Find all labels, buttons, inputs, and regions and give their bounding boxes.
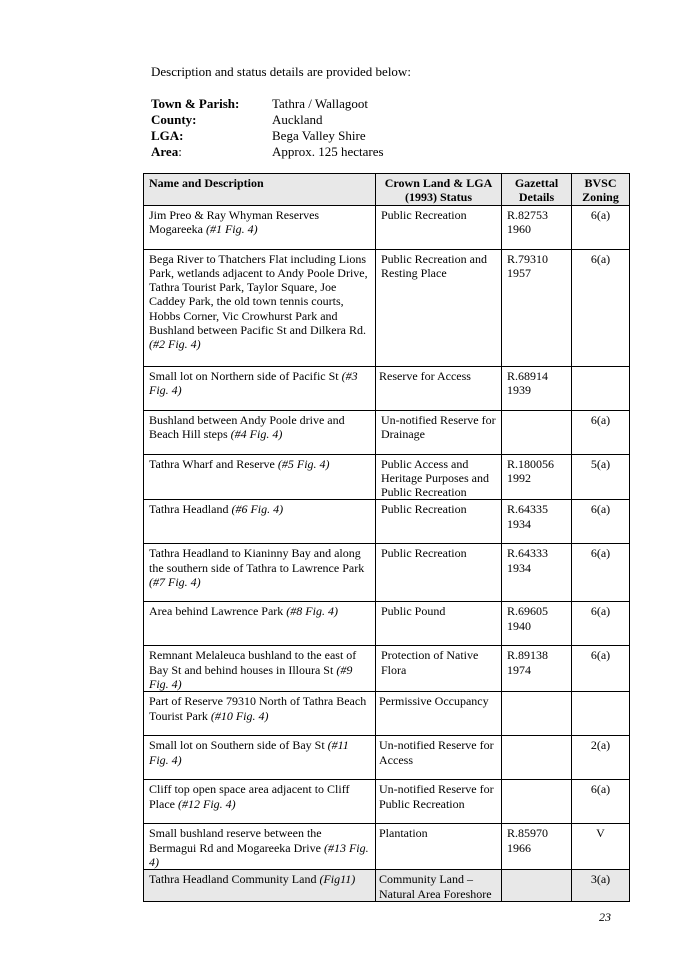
table-row bbox=[144, 544, 630, 602]
zoning-cell bbox=[572, 824, 630, 870]
status-cell bbox=[376, 646, 502, 692]
status-cell bbox=[376, 870, 502, 902]
zoning-cell bbox=[572, 544, 630, 602]
row-zoning: 6(a) bbox=[590, 251, 611, 266]
desc-cell bbox=[144, 454, 376, 500]
row-description: Small bushland reserve between the Bermagui Rd and Mogareeka Drive bbox=[149, 826, 324, 855]
gazettal-cell bbox=[502, 544, 572, 602]
zoning-cell bbox=[572, 780, 630, 824]
gazettal-cell bbox=[502, 692, 572, 736]
gazettal-cell bbox=[502, 602, 572, 646]
figure-reference: (#12 Fig. 4) bbox=[178, 796, 236, 811]
zoning-cell bbox=[572, 410, 630, 454]
desc-cell bbox=[144, 646, 376, 692]
zoning-cell bbox=[572, 249, 630, 366]
gazettal-cell bbox=[502, 410, 572, 454]
status-cell bbox=[376, 249, 502, 366]
gazettal-cell bbox=[502, 454, 572, 500]
figure-reference: (#9 Fig. 4) bbox=[149, 662, 353, 692]
figure-reference: (#6 Fig. 4) bbox=[231, 502, 284, 517]
zoning-cell bbox=[572, 205, 630, 249]
table-row bbox=[144, 870, 630, 902]
row-zoning: 6(a) bbox=[590, 412, 611, 427]
status-cell bbox=[376, 454, 502, 500]
desc-cell bbox=[144, 544, 376, 602]
figure-reference: (#11 Fig. 4) bbox=[149, 738, 349, 767]
info-value: Approx. 125 hectares bbox=[272, 144, 384, 159]
row-gazettal: R.64335 1934 bbox=[507, 502, 549, 531]
status-cell bbox=[376, 500, 502, 544]
zoning-cell bbox=[572, 366, 630, 410]
row-status: Un-notified Reserve for Public Recreation bbox=[379, 782, 494, 811]
row-zoning: 6(a) bbox=[590, 502, 611, 517]
desc-cell bbox=[144, 692, 376, 736]
row-status: Public Recreation bbox=[381, 546, 467, 561]
figure-reference: (#5 Fig. 4) bbox=[277, 456, 330, 471]
reserves-table bbox=[143, 173, 630, 902]
zoning-cell bbox=[572, 646, 630, 692]
row-description: Cliff top open space area adjacent to Cliff Place bbox=[149, 782, 350, 811]
column-header-zoning: BVSC Zoning bbox=[572, 174, 630, 206]
status-cell bbox=[376, 736, 502, 780]
table-row bbox=[144, 602, 630, 646]
figure-reference: (#3 Fig. 4) bbox=[149, 368, 358, 397]
zoning-cell bbox=[572, 692, 630, 736]
info-value: Bega Valley Shire bbox=[272, 128, 366, 143]
row-zoning: V bbox=[596, 826, 605, 841]
row-zoning: 6(a) bbox=[590, 604, 611, 619]
row-status: Protection of Native Flora bbox=[381, 648, 479, 677]
row-status: Plantation bbox=[379, 826, 428, 841]
status-cell bbox=[376, 780, 502, 824]
page-number: 23 bbox=[599, 910, 611, 924]
row-status: Public Recreation bbox=[381, 502, 467, 517]
column-header-status: Crown Land & LGA (1993) Status bbox=[376, 174, 502, 206]
row-zoning: 6(a) bbox=[590, 782, 611, 797]
row-zoning: 2(a) bbox=[590, 738, 611, 753]
row-gazettal: R.68914 1939 bbox=[507, 368, 549, 397]
row-gazettal: R.79310 1957 bbox=[507, 251, 549, 280]
row-zoning: 6(a) bbox=[590, 207, 611, 222]
gazettal-cell bbox=[502, 249, 572, 366]
info-label: County: bbox=[151, 112, 197, 127]
figure-reference: (#2 Fig. 4) bbox=[149, 337, 201, 352]
table-row bbox=[144, 824, 630, 870]
info-label: Area bbox=[151, 144, 179, 159]
zoning-cell bbox=[572, 500, 630, 544]
gazettal-cell bbox=[502, 824, 572, 870]
row-description: Small lot on Southern side of Bay St bbox=[149, 738, 328, 753]
row-description: Bega River to Thatchers Flat including Lions Park, wetlands adjacent to Andy Poole Drive, Tathra Tourist Park, Taylor Square, Joe Caddey Park, the old town tennis courts, Hobbs Corner, Vic Crowhurst Park and Bushland between Pacific St and Dilkera Rd. bbox=[149, 251, 368, 338]
status-cell bbox=[376, 602, 502, 646]
row-gazettal: R.64333 1934 bbox=[507, 546, 549, 575]
status-cell bbox=[376, 410, 502, 454]
row-description: Tathra Wharf and Reserve bbox=[149, 456, 278, 471]
info-value: Tathra / Wallagoot bbox=[272, 96, 368, 111]
table-row bbox=[144, 205, 630, 249]
info-row bbox=[151, 112, 384, 128]
row-description: Small lot on Northern side of Pacific St bbox=[149, 368, 342, 383]
figure-reference: (#1 Fig. 4) bbox=[205, 221, 258, 236]
status-cell bbox=[376, 366, 502, 410]
info-label: LGA: bbox=[151, 128, 184, 143]
row-description: Bushland between Andy Poole drive and Beach Hill steps bbox=[149, 412, 345, 441]
gazettal-cell bbox=[502, 205, 572, 249]
row-zoning: 5(a) bbox=[590, 456, 611, 471]
figure-reference: (#10 Fig. 4) bbox=[210, 708, 269, 723]
status-cell bbox=[376, 205, 502, 249]
status-cell bbox=[376, 824, 502, 870]
row-description: Tathra Headland Community Land bbox=[149, 872, 320, 887]
info-row bbox=[151, 144, 384, 160]
column-header-gazettal: Gazettal Details bbox=[502, 174, 572, 206]
table-row bbox=[144, 249, 630, 366]
row-status: Public Recreation and Resting Place bbox=[381, 251, 487, 280]
row-description: Tathra Headland bbox=[149, 502, 232, 517]
desc-cell bbox=[144, 870, 376, 902]
desc-cell bbox=[144, 205, 376, 249]
desc-cell bbox=[144, 366, 376, 410]
row-status: Reserve for Access bbox=[379, 368, 471, 383]
status-cell bbox=[376, 692, 502, 736]
table-row bbox=[144, 366, 630, 410]
desc-cell bbox=[144, 410, 376, 454]
column-header-name: Name and Description bbox=[144, 174, 376, 206]
row-gazettal: R.85970 1966 bbox=[507, 826, 549, 855]
info-label: Town & Parish: bbox=[151, 96, 240, 111]
info-row bbox=[151, 128, 384, 144]
gazettal-cell bbox=[502, 500, 572, 544]
gazettal-cell bbox=[502, 736, 572, 780]
desc-cell bbox=[144, 780, 376, 824]
table-row bbox=[144, 410, 630, 454]
row-gazettal: R.82753 1960 bbox=[507, 207, 549, 236]
info-colon: : bbox=[178, 144, 182, 159]
table-header-row bbox=[144, 174, 630, 206]
row-description: Tathra Headland to Kianinny Bay and along the southern side of Tathra to Lawrence Park bbox=[149, 546, 365, 575]
row-status: Public Recreation bbox=[381, 207, 467, 222]
zoning-cell bbox=[572, 602, 630, 646]
row-description: Jim Preo & Ray Whyman Reserves Mogareeka bbox=[149, 207, 320, 236]
row-status: Un-notified Reserve for Access bbox=[379, 738, 494, 767]
desc-cell bbox=[144, 602, 376, 646]
table-body bbox=[144, 205, 630, 901]
zoning-cell bbox=[572, 454, 630, 500]
figure-reference: (#13 Fig. 4) bbox=[149, 840, 369, 869]
gazettal-cell bbox=[502, 366, 572, 410]
row-zoning: 6(a) bbox=[590, 546, 611, 561]
row-status: Un-notified Reserve for Drainage bbox=[381, 412, 496, 441]
figure-reference: (#4 Fig. 4) bbox=[230, 426, 283, 441]
table-row bbox=[144, 736, 630, 780]
location-info bbox=[151, 96, 384, 160]
figure-reference: (Fig11) bbox=[319, 872, 356, 887]
info-row bbox=[151, 96, 384, 112]
gazettal-cell bbox=[502, 870, 572, 902]
table-row bbox=[144, 454, 630, 500]
table-row bbox=[144, 646, 630, 692]
figure-reference: (#8 Fig. 4) bbox=[286, 604, 338, 619]
row-description: Remnant Melaleuca bushland to the east of Bay St and behind houses in Illoura St bbox=[149, 648, 357, 677]
gazettal-cell bbox=[502, 646, 572, 692]
row-gazettal: R.180056 1992 bbox=[507, 456, 555, 485]
row-status: Permissive Occupancy bbox=[379, 694, 489, 709]
gazettal-cell bbox=[502, 780, 572, 824]
desc-cell bbox=[144, 500, 376, 544]
row-description: Area behind Lawrence Park bbox=[149, 604, 287, 619]
desc-cell bbox=[144, 736, 376, 780]
row-description: Part of Reserve 79310 North of Tathra Beach Tourist Park bbox=[149, 694, 367, 723]
status-cell bbox=[376, 544, 502, 602]
zoning-cell bbox=[572, 870, 630, 902]
table-row bbox=[144, 692, 630, 736]
table-row bbox=[144, 500, 630, 544]
info-value: Auckland bbox=[272, 112, 323, 127]
row-status: Public Pound bbox=[381, 604, 446, 619]
row-gazettal: R.89138 1974 bbox=[507, 648, 549, 677]
row-zoning: 3(a) bbox=[590, 872, 611, 887]
zoning-cell bbox=[572, 736, 630, 780]
intro-text: Description and status details are provided below: bbox=[151, 64, 411, 79]
table-row bbox=[144, 780, 630, 824]
figure-reference: (#7 Fig. 4) bbox=[149, 575, 201, 590]
row-status: Community Land – Natural Area Foreshore bbox=[379, 872, 492, 901]
row-zoning: 6(a) bbox=[590, 648, 611, 663]
row-gazettal: R.69605 1940 bbox=[507, 604, 549, 633]
desc-cell bbox=[144, 249, 376, 366]
desc-cell bbox=[144, 824, 376, 870]
row-status: Public Access and Heritage Purposes and Public Recreation bbox=[381, 456, 489, 500]
